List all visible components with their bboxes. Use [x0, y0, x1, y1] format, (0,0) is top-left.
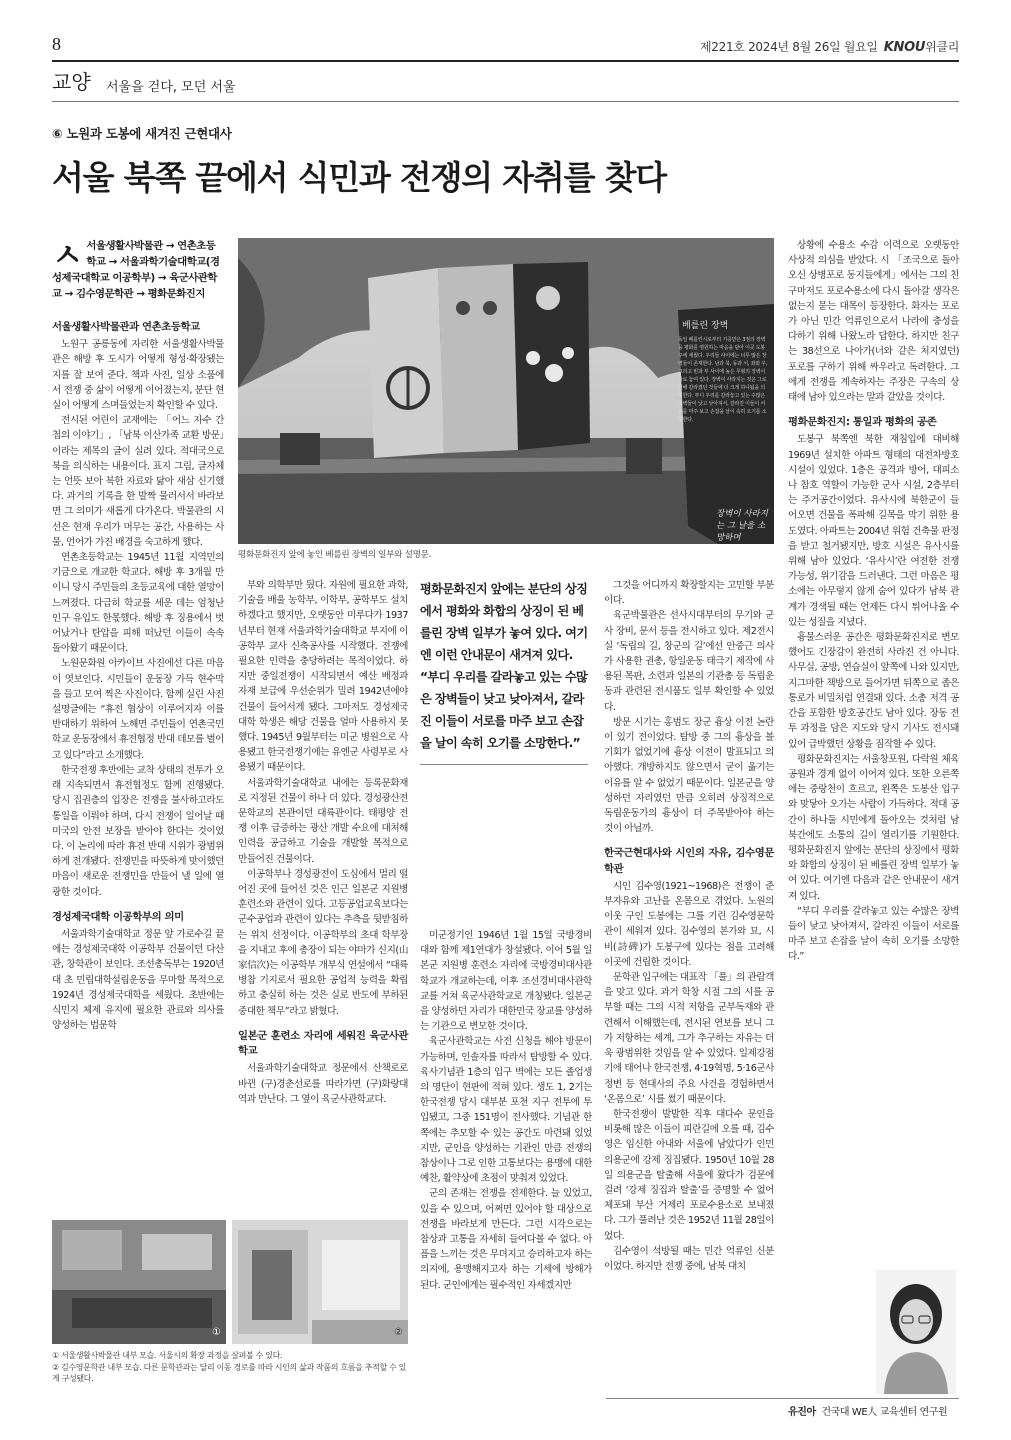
paragraph: 김수영이 석방될 때는 민간 억류인 신분이었다. 하지만 전쟁 중에, 남북 대치: [604, 1245, 774, 1272]
article-subhead: ⑥ 노원과 도봉에 새겨진 근현대사: [52, 126, 232, 141]
pull-quote: 평화문화진지 앞에는 분단의 상징에서 평화와 화합의 상징이 된 베를린 장벽 일부가 놓여 있다. 여기엔 이런 안내문이 새겨져 있다. “부디 우리를 갈라놓고 있는 수많은 장벽들이 낮고 낮아져서, 갈라진 이들이 서로를 마주 보고 손잡을 날이 속히 오기를 소망한다.”: [420, 578, 588, 765]
bottom-photos: [52, 1220, 408, 1344]
paragraph: 상황에 수용소 수감 이력으로 오랫동안 사상적 의심을 받았다. 시 「조국으로 돌아오신 상병포로 동지들에게」에서는 그의 친구마저도 포로수용소에 다시 돌아갈 생각은 없는지 묻는 대목이 등장한다. 화자는 포로가 아닌 민간 억류인으로서 나라에 충성을 다하기 위해 나왔노라 답한다. 하지만 친구는 38선으로 나아가(너와 같은 처지였던) 포로를 구하기 위해 싸우라고 독려한다. 그에게 전쟁을 계속하자는 주장은 구속의 상태에 남아 있으라는 말과 같았을 것이다.: [788, 240, 959, 404]
paragraph: 군의 존재는 전쟁을 전제한다. 늘 있었고, 있을 수 있으며, 어쩌면 있어야 할 대상으로 전쟁을 바라보게 만든다. 그런 시각으로는 참상과 고통을 자세히 들여다볼 수 없다. 아픔을 느끼는 것은 무뎌지고 승리하고자 하는 의지에, 용맹해지고자 하는 기세에 방해가 된다. 군인에게는 필수적인 자세겠지만: [420, 1188, 592, 1291]
author-photo: [876, 1270, 956, 1394]
photo-mark-1: ①: [212, 1327, 221, 1338]
paragraph: 시인 김수영(1921~1968)은 전쟁이 준 부자유와 고난을 온몸으로 겪었다. 노원의 이웃 구인 도봉에는 그를 기린 김수영문학관이 세워져 있다. 김수영의 본가와 묘, 시비(詩碑)가 도봉구에 있다는 점을 고려해 이곳에 건립한 것이다.: [604, 880, 774, 968]
top-rule: [52, 60, 959, 62]
paragraph: 서울과학기술대학교 정문 앞 가로수길 끝에는 경성제국대학 이공학부 건물이던 다산관, 창학관이 보인다. 조선총독부는 1920년대 초 민립대학설립운동을 무마할 목적으로 1924년 경성제국대학을 세웠다. 초반에는 식민지 체제 유지에 필요한 관료와 의사를 양성하는 법문학: [52, 928, 224, 1032]
paragraph: 방문 시기는 홍범도 장군 흉상 이전 논란이 있기 전이었다. 탐방 중 그의 흉상을 볼 기회가 없었기에 흉상 이전이 발표되고 의아했다. 개방하지도 않으면서 굳이 옮기는 이유를 알 수 없었기 때문이다. 일본군을 양성하던 자리였던 만큼 오히려 상징적으로 독립운동가의 흉상이 더 주목받아야 하는 것이 아닐까.: [604, 716, 774, 835]
bottom-captions: [52, 1350, 408, 1385]
paragraph: 노원구 공릉동에 자리한 서울생활사박물관은 해방 후 도시가 어떻게 형성·확장됐는지를 잘 보여 준다. 책과 사진, 일상 소품에서 전쟁 중 삶이 어떻게 이어졌는지, 분단 현실이 어떻게 스며들었는지 확인할 수 있다.: [52, 339, 224, 412]
photo-mark-2: ②: [394, 1327, 403, 1338]
stone-inscription: 장벽이 사라지는 그 날을 소망하며: [716, 509, 768, 543]
paragraph: 노원문화원 아카이브 사진에선 다른 마음이 엿보인다. 시민들이 운동장 가득 현수막을 들고 모여 찍은 사진이다. 함께 실린 사진 설명글에는 “휴전 협상이 이루어지자 이를 반대하기 위하여 노해면 주민들이 연촌국민학교 운동장에서 휴전협정 반대 데모를 벌이고 있다”라고 소개했다.: [52, 658, 224, 761]
photo-caption: 평화문화진지 앞에 놓인 베를린 장벽의 일부와 설명문.: [238, 550, 432, 560]
column-5: [788, 238, 959, 1398]
paragraph: 육군사관학교는 사전 신청을 해야 방문이 가능하며, 인솔자를 따라서 탐방할 수 있다. 육사기념관 1층의 입구 벽에는 모든 졸업생의 명단이 현판에 적혀 있다. 생도 1, 2기는 한국전쟁 당시 대부분 포천 지구 전투에 투입됐고, 그중 151명이 전사했다. 기념관 한쪽에는 추모할 수 있는 공간도 마련돼 있었지만, 군인을 양성하는 기관인 만큼 전쟁의 참상이나 그로 인한 고통보다는 용맹에 대한 예찬, 활약상에 초점이 맞춰져 있었다.: [420, 1036, 592, 1185]
paragraph: 이공학부나 경성광전이 도심에서 멀리 떨어진 곳에 들어선 것은 인근 일본군 지원병 훈련소와 관련이 있다. 고등공업교육보다는 군수공업과 관련이 있다는 추측을 뒷받침하는 위치 선정이다. 이공학부의 초대 학부장을 지내고 후에 총장이 되는 야마가 신지(山家信次)는 이공학부 개부식 연설에서 “대륙병참 기지로서 필요한 공업적 능력을 확립하고 충실히 하는 것은 실로 반도에 부하된 중대한 책무”라고 밝혔다.: [238, 868, 408, 1017]
section-name: 교양: [52, 70, 91, 94]
museum-photos: [52, 1220, 408, 1344]
paragraph: 평화문화진지는 서울창포원, 다락원 체육공원과 경계 없이 이어져 있다. 또한 오른쪽에는 중랑천이 흐르고, 왼쪽은 도봉산 입구와 맞닿아 오가는 사람이 가득하다. 적대 공간이 하나둘 시민에게 돌아오는 것처럼 남북간에도 소통의 길이 열리기를 기원한다. 평화문화진지 앞에는 분단의 상징에서 평화와 화합의 상징이 된 베를린 장벽 일부가 놓여 있다. 여기엔 다음과 같은 안내문이 새겨져 있다.: [788, 753, 959, 902]
paragraph: 도봉구 북쪽엔 북한 재침입에 대비해 1969년 설치한 아파트 형태의 대전차방호시설이 있었다. 1층은 공격과 방어, 대피소나 참호 역할이 가능한 군사 시설, 2층부터는 주거공간이었다. 유사시에 북한군이 들어오면 건물을 폭파해 길목을 막기 위한 용도였다. 아파트는 2004년 위험 건축물 판정을 받고 철거됐지만, 방호 시설은 유사시를 위해 남아 있었다. ‘유사시’란 여전한 전쟁 가능성, 위기감을 드러낸다. 그런 마음은 평소에는 아무렇지 않게 숨어 있다가 남북 관계가 경색될 때는 언제든 다시 튀어나올 수 있는 성질을 지녔다.: [788, 434, 959, 628]
column-1: [52, 320, 224, 1220]
author-name: 유진아: [788, 1407, 816, 1418]
heading: 평화문화진지: 통일과 평화의 공존: [788, 416, 937, 429]
author-byline: [788, 1403, 947, 1418]
caption-2: ② 김수영문학관 내부 모습. 다른 문학관과는 달리 이동 경로를 따라 시인의 삶과 작품의 흐름을 추적할 수 있게 구성됐다.: [52, 1362, 406, 1383]
author-rule: [606, 1398, 959, 1399]
heading: 경성제국대학 이공학부의 의미: [52, 910, 184, 923]
paragraph: 연촌초등학교는 1945년 11월 지역민의 기금으로 개교한 학교다. 해방 후 3개월 만이니 당시 주민들의 초등교육에 대한 열망이 느껴졌다. 다급히 학교를 세운 데는 엄청난 인구 유입도 한몫했다. 해방 후 징용에서 벗어났거나 탄압을 피해 떠났던 이들이 속속 돌아왔기 때문이다.: [52, 552, 224, 655]
issue-info: [700, 38, 959, 55]
heading: 일본군 훈련소 자리에 세워진 육군사관학교: [238, 1029, 408, 1058]
series-title: 서울을 걷다, 모던 서울: [106, 80, 236, 95]
paragraph: 부와 의학부만 뒀다. 자원에 필요한 과학, 기술을 배울 농학부, 이학부, 공학부도 설치하겠다고 했지만, 오랫동안 미루다가 1937년부터 현재 서울과학기술대학교 부지에 이공학부 교사 신축공사를 시작했다. 전쟁에 필요한 인력을 충당하려는 목적이었다. 하지만 중일전쟁이 시작되면서 예산 배정과 자재 보급에 우선순위가 밀려 1942년에야 건물이 들어서게 됐다. 그마저도 경성제국대학 학생은 해당 건물을 얼마 사용하지 못했다. 1945년 9월부터는 미군 병원으로 사용됐고 한국전쟁기에는 유엔군 사령부로 사용됐기 때문이다.: [238, 580, 408, 774]
paragraph: “부디 우리를 갈라놓고 있는 수많은 장벽들이 낮고 낮아져서, 갈라진 이들이 서로를 마주 보고 손잡을 날이 속히 오기를 소망한다.”: [788, 905, 959, 963]
heading: 한국근현대사와 시인의 자유, 김수영문학관: [604, 847, 774, 875]
heading: 서울생활사박물관과 연촌초등학교: [52, 321, 200, 333]
page-number: 8: [52, 34, 61, 54]
paragraph: 문학관 입구에는 대표작 「풀」의 관람객을 맞고 있다. 과거 학창 시절 그의 시를 공부할 때는 그의 시적 저항을 군부독재와 관련해서 이해했는데, 전시된 연보를 보니 그가 저항하는 세계, 그가 추구하는 자유는 더욱 광범위한 것임을 알 수 있었다. 일제강점기에 태어나 한국전쟁, 4·19혁명, 5·16군사정변 등 현대사의 주요 사건을 경험하면서 ‘온몸으로’ 시를 썼기 때문이다.: [604, 972, 774, 1105]
paragraph: 한국전쟁 후반에는 교착 상태의 전투가 오래 지속되면서 휴전협정도 함께 진행됐다. 당시 집권층의 입장은 전쟁을 불사하고라도 통일을 이뤄야 하며, 다시 전쟁이 일어날 때 미국의 안전 보장을 받아야 한다는 것이었다. 이 논리에 따라 휴전 반대 시위가 광범위하게 전개됐다. 전쟁민을 따뜻하게 맞이했던 마음이 새로운 전쟁민을 만들어 낼 일에 열광한 것이다.: [52, 764, 224, 898]
issue-date: 제221호 2024년 8월 26일 월요일: [699, 40, 878, 54]
paragraph: 서울과학기술대학교 정문에서 산책로로 바뀐 (구)경춘선로를 따라가면 (구)화랑대역과 만난다. 그 옆이 육군사관학교다.: [238, 1063, 408, 1105]
paragraph: 흉물스러운 공간은 평화문화진지로 변모했어도 긴장감이 완전히 사라진 건 아니다. 사무실, 공방, 연습실이 앞쪽에 나와 있지만, 지그마한 책방으로 들어가면 뒤쪽으로 좁은 통로가 비밀처럼 연결돼 있다. 소총 저격 공간을 포함한 방호공간도 남아 있다. 장동 전투 과정을 담은 지도와 당시 기사도 전시돼 있어 급박했던 상황을 짐작할 수 있다.: [788, 632, 959, 750]
paragraph: 전시된 어린이 교재에는 「어느 자수 간첩의 이야기」, 「남북 이산가족 교환 방문」이라는 제목의 글이 실려 있다. 적대국으로 북을 의식하는 내용이다. 표지 그림, 글자체는 언뜻 보아 북한 자료와 닮아 새삼 신기했다. 과거의 기록을 한 발짝 물러서서 바라보면 그 의미가 새롭게 다가온다. 박물관의 시선은 현재 우리가 머무는 공간, 사용하는 사물, 언어가 가진 배경을 숙고하게 했다.: [52, 415, 224, 548]
column-3: [420, 928, 592, 1404]
author-title: 건국대 WE人 교육센터 연구원: [821, 1407, 948, 1418]
paragraph: 서울과학기술대학교 내에는 등록문화재로 지정된 건물이 하나 더 있다. 경성광산전문학교의 본관이던 대륙관이다. 태평양 전쟁 이후 급증하는 광산 개발 수요에 대처해 인력을 공급하고 기술을 개발할 목적으로 만들어진 건물이다.: [238, 777, 408, 865]
column-2: [238, 578, 408, 1218]
intro-route: [52, 238, 224, 302]
paragraph: 그것을 어디까지 확장할지는 고민할 부분이다.: [604, 580, 774, 607]
author-portrait: [876, 1270, 956, 1394]
paragraph: 한국전쟁이 발발한 직후 대다수 문인을 비롯해 많은 이들이 피란길에 오를 때, 김수영은 임신한 아내와 서울에 남았다가 인민 의용군에 강제 징집됐다. 1950년 10월 28일 의용군을 탈출해 서울에 왔다가 검문에 걸려 ‘강제 징집과 탈출’을 증명할 수 없어 체포돼 부산 거제리 포로수용소로 보내졌다. 그가 풀려난 것은 1952년 11월 28일이었다.: [604, 1108, 774, 1242]
drop-cap: ㅅ: [52, 236, 83, 274]
intro-text: 서울생활사박물관 → 연촌초등학교 → 서울과학기술대학교(경성제국대학교 이공학부) → 육군사관학교 → 김수영문학관 → 평화문화진지: [52, 240, 220, 300]
paragraph: 육군박물관은 선사시대부터의 무기와 군사 장비, 문서 등을 전시하고 있다. 제2전시실 ‘독립의 길, 창군의 길’에선 안중근 의사가 사용한 권총, 항일운동 태극기 제작에 사용된 목판, 소련과 일본의 기관총 등 독립운동과 관련된 전시품도 일부 확인할 수 있었다.: [604, 610, 774, 713]
caption-1: ① 서울생활사박물관 내부 모습. 서울시의 확장 과정을 살펴볼 수 있다.: [52, 1351, 283, 1360]
column-4: [604, 578, 774, 1408]
paragraph: 미군정기인 1946년 1월 15일 국방경비대와 함께 제1연대가 창설됐다. 이어 5월 일본군 지원병 훈련소 자리에 국방경비대사관학교가 개교하는데, 이후 조선경비대사관학교를 거쳐 육군사관학교로 개칭됐다. 일본군을 양성하던 자리가 대한민국 장교를 양성하는 기관으로 변모한 것이다.: [420, 930, 592, 1033]
logo-suffix: 위클리: [925, 40, 959, 54]
article-headline: 서울 북쪽 끝에서 식민과 전쟁의 자취를 찾다: [52, 158, 666, 197]
sign-title: 베를린 장벽: [682, 321, 729, 331]
knou-logo: KNOU: [883, 40, 926, 55]
section-rule: [52, 101, 959, 102]
sign-text: 독일 베를린시로부터 기증받은 3점의 장벽을 평화를 염원하는 마음을 담아 이곳 도봉구에 세웠다. 우리들 사이에는 너무 많은 장벽들이 존재한다. 남과 북, 동과 서, 좌와 우, 그리고 빈과 부 사이에 높은 무형의 장벽이 가로 놓여 있다. 장벽이 사라지는 것은 그로 인해 갈라졌던 것들에 더 크게 하나됨을 의미한다. 부디 우리를 갈라놓고 있는 수많은 장벽들이 낮고 낮아져서, 갈라진 이들이 서로를 마주 보고 손잡을 날이 속히 오기를 소망한다.: [678, 337, 768, 423]
